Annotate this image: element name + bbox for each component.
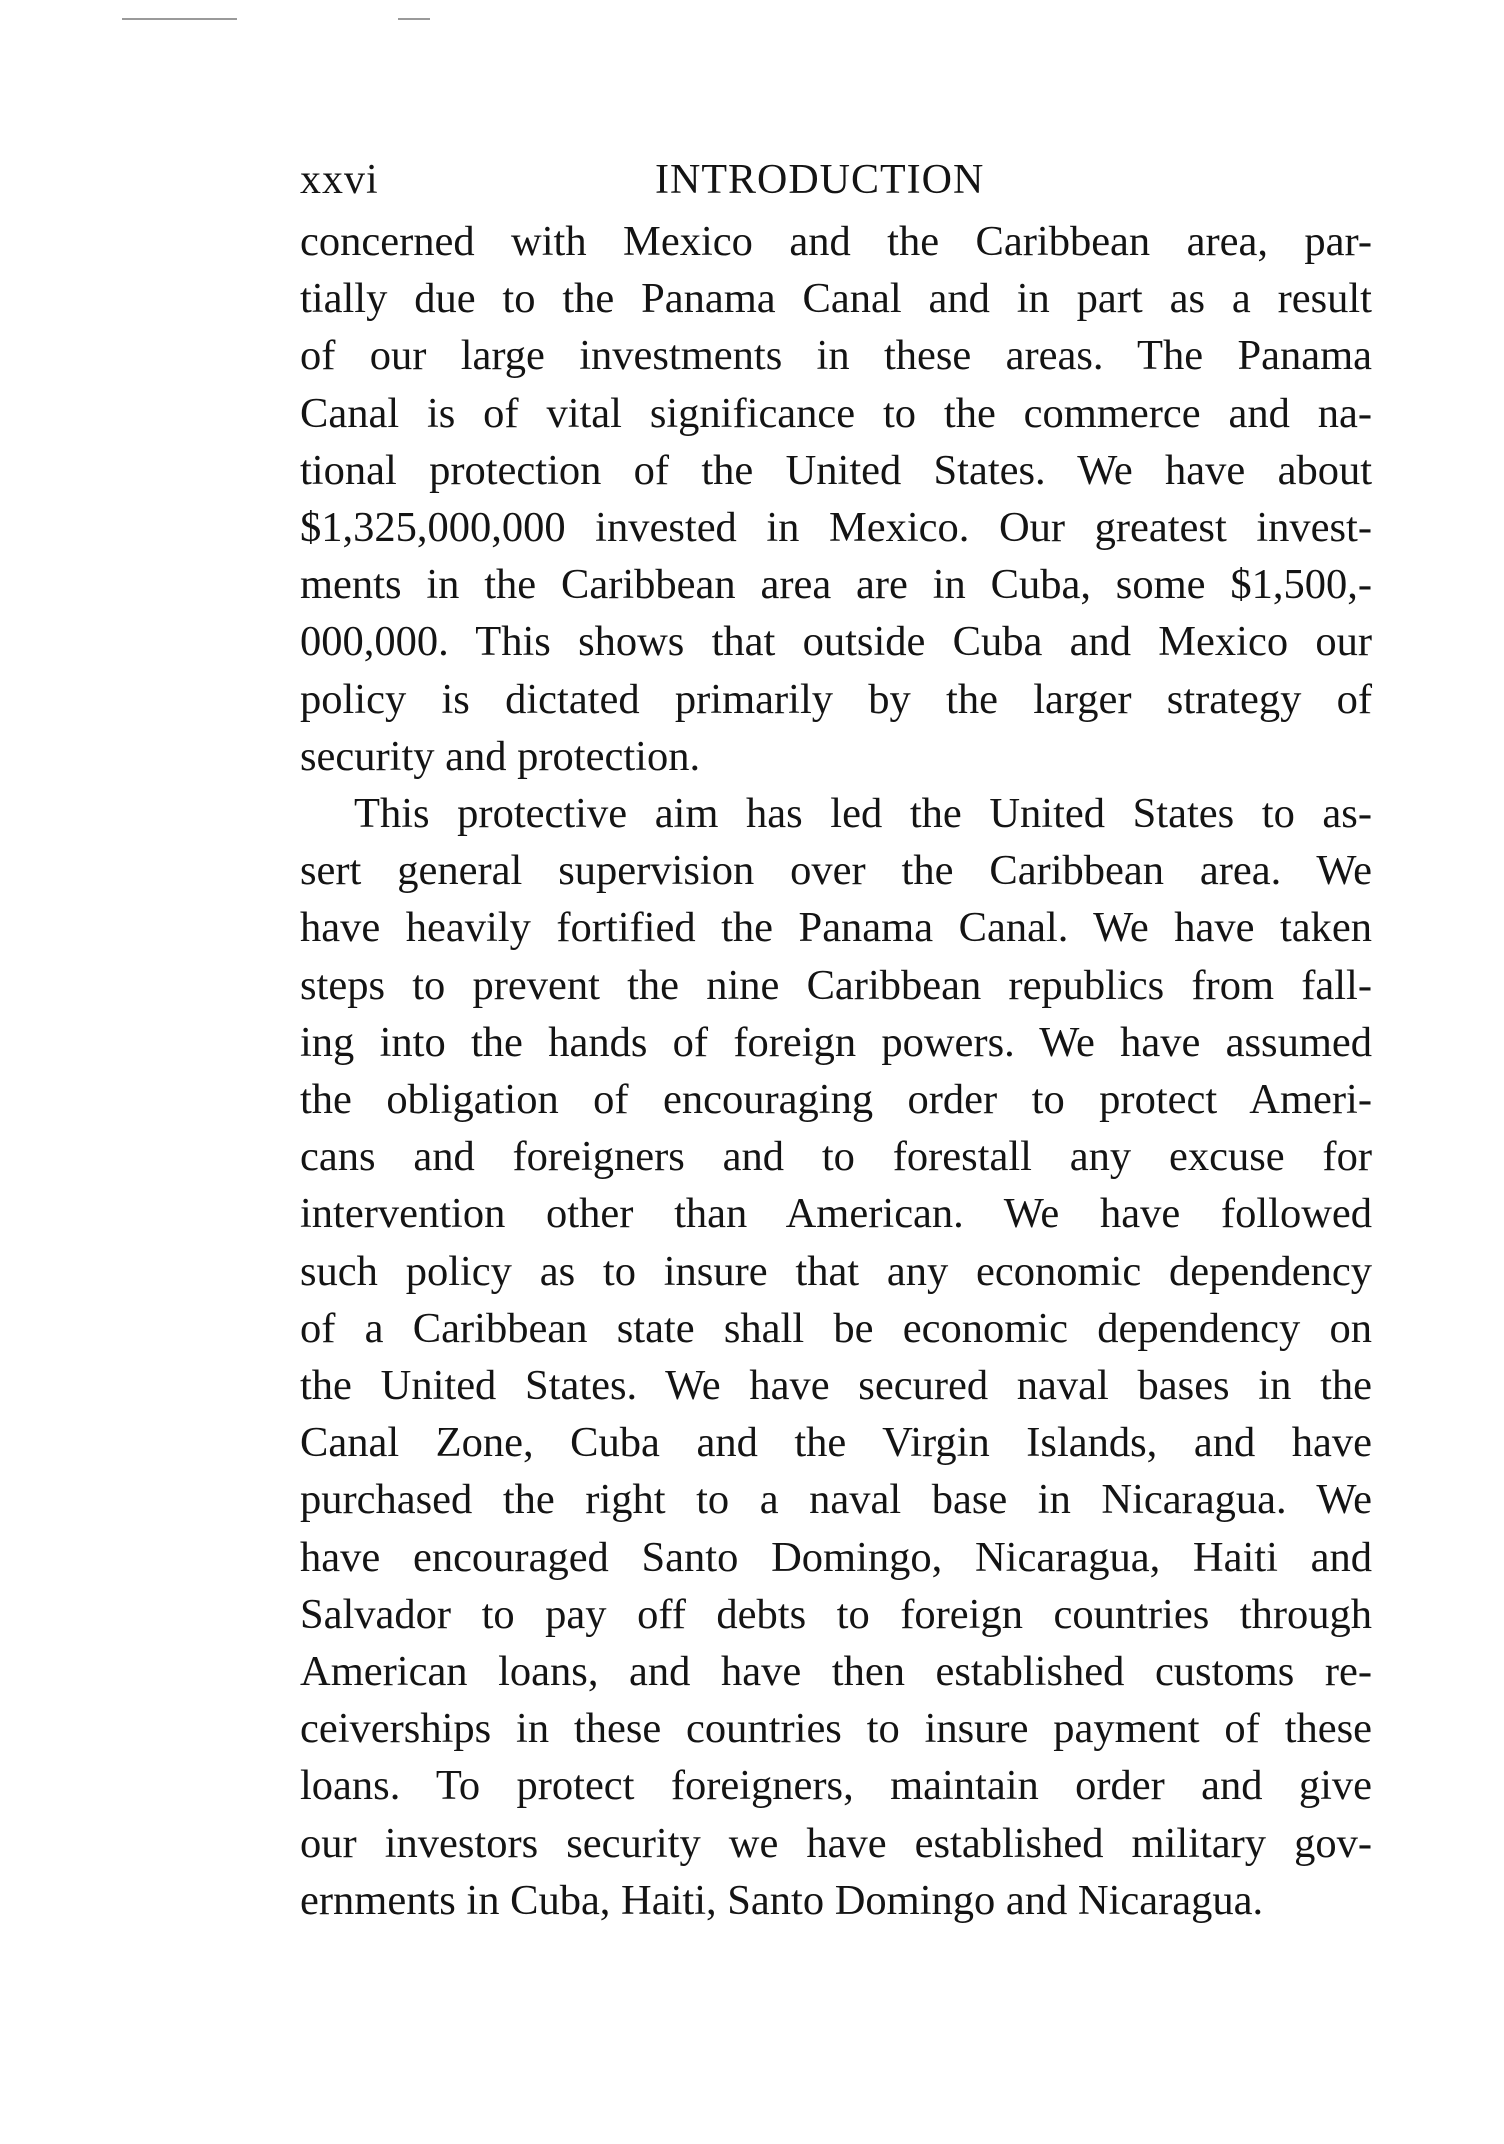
paragraph-1: [300, 213, 1372, 785]
text-line: American loans, and have then established customs re-: [300, 1648, 1372, 1696]
text-line: loans. To protect foreigners, maintain order and give: [300, 1762, 1372, 1810]
scan-artifact-line: [398, 18, 430, 20]
paragraph-2: [300, 785, 1372, 1929]
body-text: [300, 213, 1372, 1929]
text-line: ceiverships in these countries to insure payment of these: [300, 1705, 1372, 1753]
text-line: security and protection.: [300, 732, 701, 780]
text-line: have heavily fortified the Panama Canal. We have taken: [300, 904, 1372, 952]
text-line: Salvador to pay off debts to foreign countries through: [300, 1590, 1372, 1638]
text-line: intervention other than American. We have followed: [300, 1190, 1372, 1238]
text-line: Canal is of vital significance to the commerce and na-: [300, 389, 1372, 437]
text-line: have encouraged Santo Domingo, Nicaragua, Haiti and: [300, 1533, 1372, 1581]
text-line: such policy as to insure that any economic dependency: [300, 1247, 1372, 1295]
text-line: cans and foreigners and to forestall any excuse for: [300, 1133, 1372, 1181]
running-header: [300, 152, 1380, 208]
text-line: ernments in Cuba, Haiti, Santo Domingo and Nicaragua.: [300, 1876, 1264, 1924]
text-line: of our large investments in these areas. The Panama: [300, 332, 1372, 380]
text-line: of a Caribbean state shall be economic dependency on: [300, 1304, 1372, 1352]
text-line: policy is dictated primarily by the larger strategy of: [300, 675, 1372, 723]
text-line: concerned with Mexico and the Caribbean area, par-: [300, 218, 1372, 265]
text-line: the obligation of encouraging order to protect Ameri-: [300, 1076, 1372, 1124]
text-line: steps to prevent the nine Caribbean republics from fall-: [300, 961, 1372, 1009]
text-line: This protective aim has led the United States to as-: [354, 790, 1372, 838]
text-line: ing into the hands of foreign powers. We have assumed: [300, 1018, 1372, 1066]
text-line: our investors security we have established military gov-: [300, 1819, 1372, 1867]
text-line: the United States. We have secured naval bases in the: [300, 1362, 1372, 1410]
scan-artifact-line: [122, 18, 237, 20]
text-line: tially due to the Panama Canal and in part as a result: [300, 275, 1372, 323]
text-line: Canal Zone, Cuba and the Virgin Islands, and have: [300, 1419, 1372, 1467]
text-line: sert general supervision over the Caribbean area. We: [300, 847, 1372, 895]
text-line: ments in the Caribbean area are in Cuba, some $1,500,-: [300, 561, 1372, 609]
running-title: INTRODUCTION: [655, 157, 985, 203]
text-line: 000,000. This shows that outside Cuba and Mexico our: [300, 618, 1372, 666]
text-line: tional protection of the United States. We have about: [300, 446, 1372, 494]
text-line: $1,325,000,000 invested in Mexico. Our greatest invest-: [300, 504, 1372, 552]
text-line: purchased the right to a naval base in Nicaragua. We: [300, 1476, 1372, 1524]
page-number: xxvi: [300, 157, 379, 203]
